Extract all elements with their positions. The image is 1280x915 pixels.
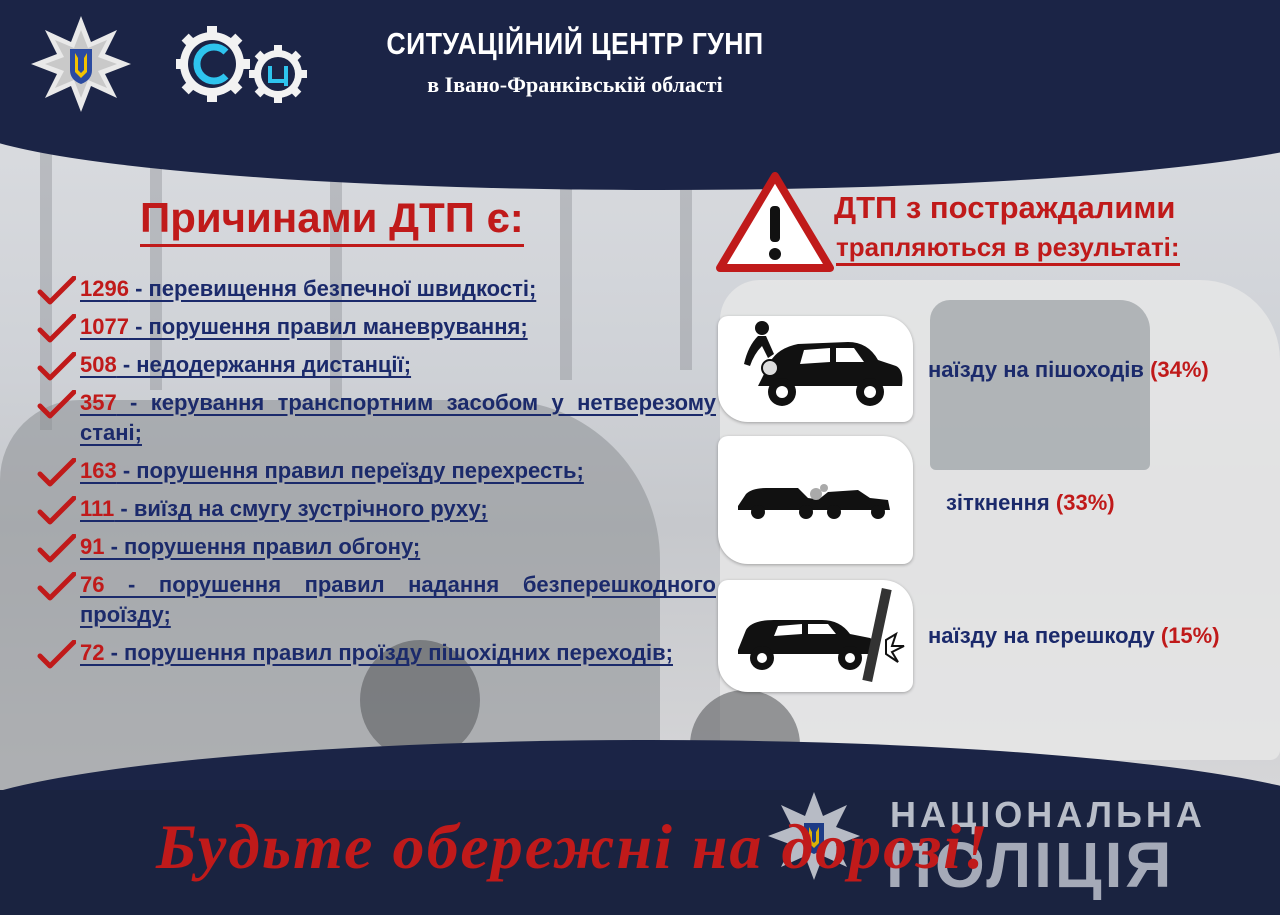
- police-star-logo: [22, 14, 140, 114]
- checkmark-icon: [36, 640, 76, 670]
- cause-count: 1296: [80, 276, 129, 301]
- list-item: [36, 456, 716, 486]
- cause-text: - порушення правил маневрування;: [128, 314, 528, 339]
- result-label: зіткнення: [946, 490, 1050, 515]
- result-percent: (15%): [1160, 623, 1220, 648]
- list-item: [36, 570, 716, 630]
- brand-line2: ПОЛІЦІЯ: [886, 829, 1175, 901]
- result-percent: (34%): [1150, 357, 1209, 382]
- list-item: [36, 494, 716, 524]
- result-percent: (33%): [1055, 490, 1115, 515]
- situation-center-logo: [176, 26, 316, 106]
- list-item: [36, 274, 716, 304]
- collision-icon: [718, 436, 913, 564]
- checkmark-icon: [36, 534, 76, 564]
- result-card-collision: [718, 436, 913, 564]
- checkmark-icon: [36, 572, 76, 602]
- result-card-obstacle: [718, 580, 913, 692]
- cause-count: 76: [80, 572, 105, 597]
- causes-list: [36, 274, 716, 676]
- cause-count: 72: [80, 640, 105, 665]
- cause-count: 163: [80, 458, 117, 483]
- checkmark-icon: [36, 496, 76, 526]
- cause-text: - недодержання дистанції;: [116, 352, 412, 377]
- brand-line1: НАЦІОНАЛЬНА: [890, 794, 1206, 835]
- cause-count: 111: [80, 496, 115, 521]
- result-label: наїзду на перешкоду: [928, 623, 1155, 648]
- list-item: [36, 388, 716, 448]
- cause-text: - керування транспортним засобом у нетверезому стані;: [80, 390, 716, 445]
- list-item: [36, 350, 716, 380]
- cause-text: - перевищення безпечної швидкості;: [128, 276, 537, 301]
- cause-count: 91: [80, 534, 105, 559]
- list-item: [36, 532, 716, 562]
- result-collision: [946, 490, 1115, 516]
- slogan: Будьте обережні на дорозі!: [156, 811, 990, 882]
- result-label: наїзду на пішоходів: [928, 357, 1144, 382]
- cause-count: 357: [80, 390, 117, 415]
- cause-text: - порушення правил обгону;: [104, 534, 421, 559]
- header-title: СИТУАЦІЙНИЙ ЦЕНТР ГУНП: [386, 26, 764, 61]
- cause-text: - виїзд на смугу зустрічного руху;: [114, 496, 488, 521]
- checkmark-icon: [36, 314, 76, 344]
- cause-text: - порушення правил надання безперешкодного проїзду;: [80, 572, 716, 627]
- results-title: ДТП з постраждалими: [834, 190, 1176, 225]
- cause-text: - порушення правил переїзду перехресть;: [116, 458, 584, 483]
- result-obstacle: [928, 623, 1220, 649]
- list-item: [36, 312, 716, 342]
- causes-title: Причинами ДТП є:: [140, 194, 524, 247]
- cause-text: - порушення правил проїзду пішохідних переходів;: [104, 640, 673, 665]
- checkmark-icon: [36, 352, 76, 382]
- result-card-pedestrian: [718, 316, 913, 422]
- list-item: [36, 638, 716, 668]
- checkmark-icon: [36, 276, 76, 306]
- result-pedestrian: [928, 357, 1209, 383]
- warning-icon: [716, 172, 834, 272]
- cause-count: 508: [80, 352, 117, 377]
- pedestrian-hit-icon: [718, 316, 913, 422]
- checkmark-icon: [36, 390, 76, 420]
- obstacle-hit-icon: [718, 580, 913, 692]
- checkmark-icon: [36, 458, 76, 488]
- header-subtitle: в Івано-Франківській області: [427, 72, 723, 97]
- cause-count: 1077: [80, 314, 129, 339]
- results-subtitle: трапляються в результаті:: [836, 232, 1180, 266]
